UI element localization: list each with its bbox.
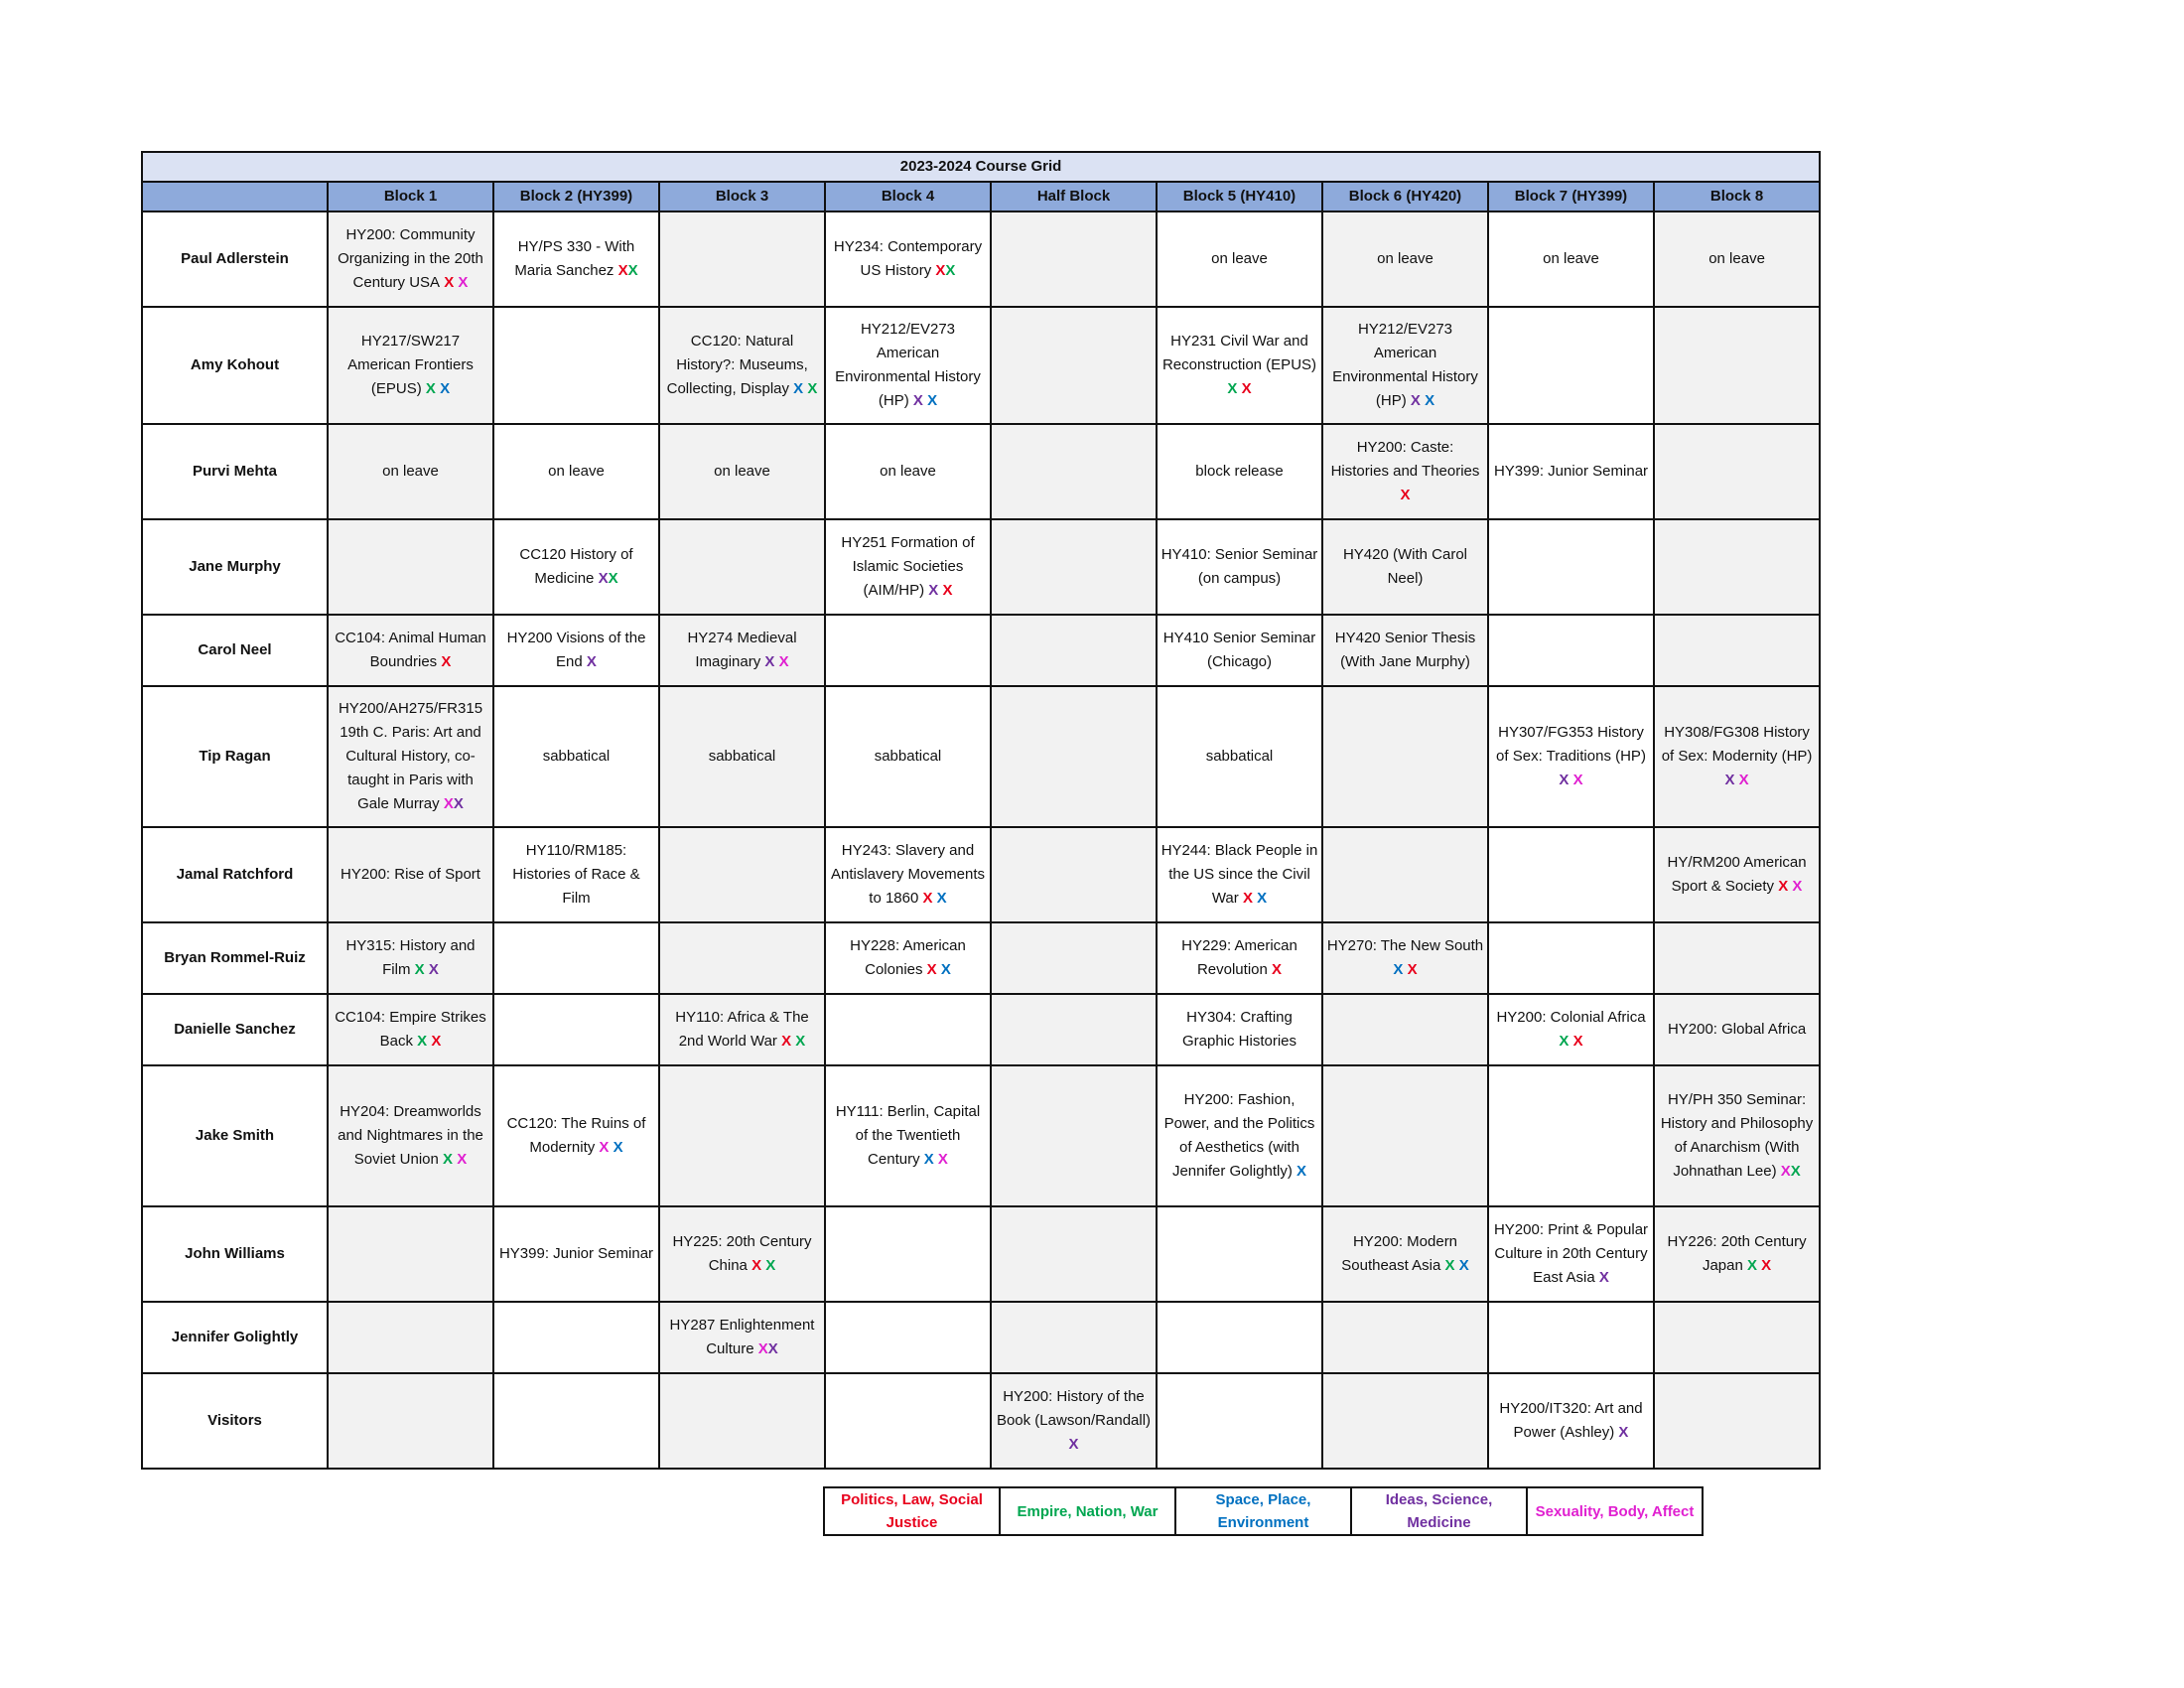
category-mark: X <box>1267 961 1283 978</box>
course-cell <box>1488 1373 1654 1469</box>
course-cell <box>1157 424 1322 519</box>
course-cell <box>1488 1302 1654 1373</box>
instructor-name: Danielle Sanchez <box>142 994 328 1065</box>
category-mark: X <box>427 1033 442 1050</box>
course-cell <box>1322 519 1488 615</box>
course-cell <box>493 424 659 519</box>
course-cell <box>493 994 659 1065</box>
category-mark: X <box>1393 961 1404 978</box>
course-cell <box>659 994 825 1065</box>
course-cell <box>825 519 991 615</box>
instructor-name: Carol Neel <box>142 615 328 686</box>
course-cell <box>328 827 493 922</box>
course-title: HY110: Africa & The 2nd World War <box>675 1009 809 1050</box>
course-cell <box>659 211 825 307</box>
course-title: HY315: History and Film <box>345 937 476 978</box>
course-title: on leave <box>1543 250 1599 267</box>
category-mark: X <box>454 274 469 291</box>
course-cell <box>991 994 1157 1065</box>
course-cell <box>1488 519 1654 615</box>
category-mark: X <box>1734 772 1749 788</box>
course-title: sabbatical <box>1205 748 1274 765</box>
course-cell <box>991 211 1157 307</box>
category-mark: X <box>1252 890 1268 907</box>
course-cell <box>659 307 825 424</box>
course-title: HY/RM200 American Sport & Society <box>1667 854 1807 895</box>
course-cell <box>1157 827 1322 922</box>
category-mark: X <box>437 653 452 670</box>
category-mark: X <box>938 582 953 599</box>
course-cell <box>493 615 659 686</box>
corner-cell <box>142 182 328 211</box>
course-cell <box>991 1302 1157 1373</box>
column-header: Block 3 <box>659 182 825 211</box>
course-title: HY200: History of the Book (Lawson/Randall) <box>996 1388 1152 1429</box>
category-mark: X <box>761 1257 776 1274</box>
category-mark: X <box>933 1151 948 1168</box>
course-cell <box>493 686 659 827</box>
course-cell <box>1654 211 1820 307</box>
course-cell <box>1654 519 1820 615</box>
course-cell <box>825 424 991 519</box>
course-cell <box>1654 615 1820 686</box>
course-cell <box>328 1206 493 1302</box>
course-cell <box>825 1206 991 1302</box>
category-mark: X <box>410 961 425 978</box>
table-row <box>142 615 1820 686</box>
course-cell <box>328 1373 493 1469</box>
course-cell <box>825 615 991 686</box>
category-mark: X <box>919 1151 934 1168</box>
category-mark: X <box>439 795 454 812</box>
category-mark: X <box>760 653 775 670</box>
instructor-name: Jamal Ratchford <box>142 827 328 922</box>
legend-item: Space, Place, Environment <box>1175 1487 1351 1535</box>
course-cell <box>493 1206 659 1302</box>
category-mark: X <box>1227 380 1238 397</box>
category-mark: X <box>1440 1257 1455 1274</box>
instructor-name: Tip Ragan <box>142 686 328 827</box>
course-cell <box>493 827 659 922</box>
category-mark: X <box>931 262 946 279</box>
legend-item: Sexuality, Body, Affect <box>1527 1487 1703 1535</box>
grid-title: 2023-2024 Course Grid <box>142 152 1820 182</box>
course-title: HY/PH 350 Seminar: History and Philosophy of Anarchism (With Johnathan Lee) <box>1660 1091 1814 1180</box>
category-mark: X <box>1742 1257 1757 1274</box>
legend-item: Ideas, Science, Medicine <box>1351 1487 1527 1535</box>
course-cell <box>1322 922 1488 994</box>
course-cell <box>1157 615 1322 686</box>
table-row <box>142 1302 1820 1373</box>
course-cell <box>991 424 1157 519</box>
course-cell <box>1322 307 1488 424</box>
course-title: HY308/FG308 History of Sex: Modernity (HP) <box>1661 724 1813 765</box>
course-cell <box>659 519 825 615</box>
course-title: HY410 Senior Seminar (Chicago) <box>1162 630 1316 670</box>
category-mark: X <box>789 380 804 397</box>
course-cell <box>1322 615 1488 686</box>
course-title: HY200: Global Africa <box>1667 1021 1807 1038</box>
table-row <box>142 307 1820 424</box>
course-title: CC120: The Ruins of Modernity <box>506 1115 646 1156</box>
course-cell <box>1654 1302 1820 1373</box>
course-title: on leave <box>1377 250 1433 267</box>
legend-row <box>824 1487 1703 1535</box>
category-mark: X <box>753 1340 768 1357</box>
category-mark: X <box>1403 961 1418 978</box>
instructor-name: Jane Murphy <box>142 519 328 615</box>
category-mark: X <box>1774 878 1789 895</box>
category-mark: X <box>440 274 455 291</box>
table-row <box>142 1065 1820 1206</box>
course-cell <box>1654 424 1820 519</box>
course-cell <box>659 424 825 519</box>
category-mark: X <box>1292 1163 1307 1180</box>
course-title: HY200: Rise of Sport <box>341 866 480 883</box>
course-cell <box>493 519 659 615</box>
course-cell <box>328 519 493 615</box>
course-title: HY212/EV273 American Environmental History (HP) <box>1332 321 1478 409</box>
table-row <box>142 519 1820 615</box>
category-mark: X <box>1237 380 1252 397</box>
table-row <box>142 1373 1820 1469</box>
category-mark: X <box>1406 392 1421 409</box>
category-mark: X <box>614 262 628 279</box>
course-cell <box>825 1302 991 1373</box>
course-cell <box>1488 922 1654 994</box>
course-cell <box>1157 686 1322 827</box>
column-header: Half Block <box>991 182 1157 211</box>
course-cell <box>659 1373 825 1469</box>
instructor-name: Visitors <box>142 1373 328 1469</box>
category-mark: X <box>595 1139 610 1156</box>
course-title: HY204: Dreamworlds and Nightmares in the Soviet Union <box>338 1103 483 1168</box>
course-title: CC120 History of Medicine <box>519 546 633 587</box>
column-header: Block 8 <box>1654 182 1820 211</box>
course-cell <box>1322 1302 1488 1373</box>
category-mark: X <box>776 1033 792 1050</box>
category-mark: X <box>1788 878 1803 895</box>
course-cell <box>1157 519 1322 615</box>
course-title: HY/PS 330 - With Maria Sanchez <box>514 238 635 279</box>
legend-item: Politics, Law, Social Justice <box>824 1487 1000 1535</box>
course-cell <box>825 307 991 424</box>
category-mark: X <box>1400 487 1411 503</box>
instructor-name: Paul Adlerstein <box>142 211 328 307</box>
course-cell <box>493 307 659 424</box>
course-cell <box>1157 922 1322 994</box>
course-cell <box>991 519 1157 615</box>
category-mark: X <box>453 1151 468 1168</box>
course-cell <box>328 994 493 1065</box>
course-cell <box>825 922 991 994</box>
course-cell <box>1488 307 1654 424</box>
instructor-name: Amy Kohout <box>142 307 328 424</box>
course-title: HY200/IT320: Art and Power (Ashley) <box>1499 1400 1643 1441</box>
course-cell <box>1157 211 1322 307</box>
course-title: sabbatical <box>542 748 611 765</box>
course-cell <box>991 1206 1157 1302</box>
column-header-row <box>142 182 1820 211</box>
course-cell <box>991 686 1157 827</box>
course-cell <box>1322 1065 1488 1206</box>
course-cell <box>991 307 1157 424</box>
category-mark: X <box>918 890 933 907</box>
course-cell <box>659 922 825 994</box>
course-cell <box>328 211 493 307</box>
course-cell <box>1322 827 1488 922</box>
instructor-name: Purvi Mehta <box>142 424 328 519</box>
course-cell <box>1157 1206 1322 1302</box>
course-cell <box>493 1302 659 1373</box>
course-title: HY200/AH275/FR315 19th C. Paris: Art and Cultural History, co-taught in Paris with Gale Murray <box>338 700 483 812</box>
category-mark: X <box>1724 772 1735 788</box>
course-title: on leave <box>382 463 439 480</box>
course-cell <box>825 211 991 307</box>
course-cell <box>1322 1373 1488 1469</box>
table-row <box>142 211 1820 307</box>
course-cell <box>825 994 991 1065</box>
category-mark: X <box>438 1151 454 1168</box>
course-cell <box>1322 211 1488 307</box>
column-header: Block 5 (HY410) <box>1157 182 1322 211</box>
course-cell <box>1157 1373 1322 1469</box>
course-cell <box>1322 1206 1488 1302</box>
course-title: HY110/RM185: Histories of Race & Film <box>512 842 640 907</box>
category-mark: X <box>936 961 951 978</box>
course-title: HY304: Crafting Graphic Histories <box>1181 1009 1297 1050</box>
course-cell <box>659 827 825 922</box>
course-cell <box>1488 827 1654 922</box>
course-cell <box>328 686 493 827</box>
category-mark: X <box>922 392 938 409</box>
category-mark: X <box>609 1139 623 1156</box>
course-title: on leave <box>1211 250 1268 267</box>
category-mark: X <box>582 653 597 670</box>
course-title: HY200: Community Organizing in the 20th Century USA <box>338 226 483 291</box>
category-mark: X <box>1569 772 1583 788</box>
course-cell <box>493 1065 659 1206</box>
category-mark: X <box>1238 890 1253 907</box>
course-cell <box>1322 686 1488 827</box>
column-header: Block 6 (HY420) <box>1322 182 1488 211</box>
category-mark: X <box>1757 1257 1772 1274</box>
course-title: HY270: The New South <box>1326 937 1484 954</box>
category-mark: X <box>922 961 937 978</box>
course-title: HY244: Black People in the US since the Civil War <box>1160 842 1318 907</box>
category-mark: X <box>1068 1436 1079 1453</box>
course-cell <box>328 307 493 424</box>
course-cell <box>659 615 825 686</box>
course-cell <box>493 922 659 994</box>
category-mark: X <box>421 380 436 397</box>
category-mark: X <box>1790 1163 1801 1180</box>
category-mark: X <box>1569 1033 1583 1050</box>
course-cell <box>825 1373 991 1469</box>
course-cell <box>991 827 1157 922</box>
course-cell <box>1654 994 1820 1065</box>
course-title: HY200: Caste: Histories and Theories <box>1330 439 1480 480</box>
course-cell <box>1157 994 1322 1065</box>
column-header: Block 2 (HY399) <box>493 182 659 211</box>
column-header: Block 4 <box>825 182 991 211</box>
table-row <box>142 424 1820 519</box>
course-title: HY420 Senior Thesis (With Jane Murphy) <box>1334 630 1476 670</box>
category-mark: X <box>924 582 939 599</box>
course-title: HY287 Enlightenment Culture <box>669 1317 815 1357</box>
category-mark: X <box>945 262 956 279</box>
category-mark: X <box>412 1033 428 1050</box>
course-cell <box>1488 211 1654 307</box>
course-title: HY399: Junior Seminar <box>498 1245 654 1262</box>
course-title: HY243: Slavery and Antislavery Movements to 1860 <box>830 842 986 907</box>
category-mark: X <box>435 380 451 397</box>
course-cell <box>1654 1373 1820 1469</box>
course-cell <box>1488 686 1654 827</box>
category-mark: X <box>1614 1424 1629 1441</box>
course-cell <box>1157 307 1322 424</box>
course-cell <box>1157 1065 1322 1206</box>
category-mark: X <box>627 262 638 279</box>
course-cell <box>659 686 825 827</box>
course-cell <box>991 1373 1157 1469</box>
course-title: HY212/EV273 American Environmental History (HP) <box>835 321 981 409</box>
course-cell <box>328 922 493 994</box>
course-cell <box>1488 994 1654 1065</box>
course-cell <box>1654 307 1820 424</box>
category-mark: X <box>1559 772 1570 788</box>
category-mark: X <box>767 1340 778 1357</box>
course-title: CC120: Natural History?: Museums, Collecting, Display <box>666 333 808 397</box>
course-title: CC104: Empire Strikes Back <box>335 1009 486 1050</box>
course-cell <box>328 1065 493 1206</box>
course-title: HY251 Formation of Islamic Societies (AIM/HP) <box>841 534 975 599</box>
category-mark: X <box>608 570 618 587</box>
course-title: HY200: Colonial Africa <box>1496 1009 1646 1026</box>
instructor-name: John Williams <box>142 1206 328 1302</box>
course-title: HY200: Print & Popular Culture in 20th Century East Asia <box>1493 1221 1649 1286</box>
course-cell <box>825 827 991 922</box>
course-title: HY410: Senior Seminar (on campus) <box>1160 546 1318 587</box>
course-cell <box>825 686 991 827</box>
grid-body <box>142 211 1820 1469</box>
table-row <box>142 827 1820 922</box>
category-mark: X <box>1559 1033 1570 1050</box>
table-row <box>142 922 1820 994</box>
course-cell <box>1654 827 1820 922</box>
course-title: on leave <box>548 463 605 480</box>
course-cell <box>991 1065 1157 1206</box>
course-grid-table <box>141 151 1821 1470</box>
category-mark: X <box>908 392 923 409</box>
course-cell <box>493 1373 659 1469</box>
course-title: on leave <box>880 463 936 480</box>
category-mark: X <box>932 890 947 907</box>
column-header: Block 1 <box>328 182 493 211</box>
course-title: sabbatical <box>708 748 776 765</box>
category-mark: X <box>1776 1163 1791 1180</box>
course-cell <box>328 1302 493 1373</box>
instructor-name: Bryan Rommel-Ruiz <box>142 922 328 994</box>
course-title: HY200: Modern Southeast Asia <box>1341 1233 1458 1274</box>
course-title: HY274 Medieval Imaginary <box>687 630 797 670</box>
course-cell <box>1488 615 1654 686</box>
category-mark: X <box>803 380 818 397</box>
course-cell <box>659 1206 825 1302</box>
course-title: HY420 (With Carol Neel) <box>1342 546 1468 587</box>
course-cell <box>1654 922 1820 994</box>
category-mark: X <box>1420 392 1435 409</box>
category-mark: X <box>774 653 789 670</box>
instructor-name: Jennifer Golightly <box>142 1302 328 1373</box>
course-cell <box>659 1302 825 1373</box>
course-cell <box>1322 994 1488 1065</box>
course-title: HY228: American Colonies <box>850 937 966 978</box>
course-cell <box>825 1065 991 1206</box>
course-cell <box>659 1065 825 1206</box>
legend-item: Empire, Nation, War <box>1000 1487 1175 1535</box>
column-header: Block 7 (HY399) <box>1488 182 1654 211</box>
course-title: HY229: American Revolution <box>1181 937 1297 978</box>
course-cell <box>1157 1302 1322 1373</box>
course-cell <box>1654 686 1820 827</box>
category-mark: X <box>1594 1269 1609 1286</box>
category-mark: X <box>1454 1257 1469 1274</box>
course-title: HY217/SW217 American Frontiers (EPUS) <box>347 333 474 397</box>
course-cell <box>493 211 659 307</box>
course-title: sabbatical <box>874 748 942 765</box>
course-cell <box>1488 424 1654 519</box>
course-title: HY200: Fashion, Power, and the Politics of Aesthetics (with Jennifer Golightly) <box>1163 1091 1315 1180</box>
course-cell <box>991 615 1157 686</box>
course-title: HY226: 20th Century Japan <box>1667 1233 1807 1274</box>
course-title: HY200 Visions of the End <box>506 630 646 670</box>
course-cell <box>1488 1065 1654 1206</box>
table-row <box>142 686 1820 827</box>
course-title: CC104: Animal Human Boundries <box>335 630 486 670</box>
course-title: HY399: Junior Seminar <box>1493 463 1649 480</box>
course-cell <box>1654 1206 1820 1302</box>
category-mark: X <box>424 961 439 978</box>
course-title: on leave <box>1708 250 1765 267</box>
course-title: HY111: Berlin, Capital of the Twentieth Century <box>835 1103 981 1168</box>
table-row <box>142 994 1820 1065</box>
course-cell <box>1654 1065 1820 1206</box>
instructor-name: Jake Smith <box>142 1065 328 1206</box>
category-legend <box>823 1486 1704 1536</box>
course-title: HY307/FG353 History of Sex: Traditions (HP) <box>1496 724 1646 765</box>
course-title: HY231 Civil War and Reconstruction (EPUS) <box>1161 333 1317 373</box>
category-mark: X <box>791 1033 806 1050</box>
course-cell <box>328 615 493 686</box>
course-cell <box>1488 1206 1654 1302</box>
course-cell <box>328 424 493 519</box>
course-cell <box>991 922 1157 994</box>
course-title: HY225: 20th Century China <box>672 1233 812 1274</box>
category-mark: X <box>453 795 464 812</box>
course-title: HY234: Contemporary US History <box>833 238 983 279</box>
table-row <box>142 1206 1820 1302</box>
course-title: block release <box>1195 463 1284 480</box>
course-title: on leave <box>714 463 770 480</box>
category-mark: X <box>747 1257 762 1274</box>
course-cell <box>1322 424 1488 519</box>
category-mark: X <box>594 570 609 587</box>
